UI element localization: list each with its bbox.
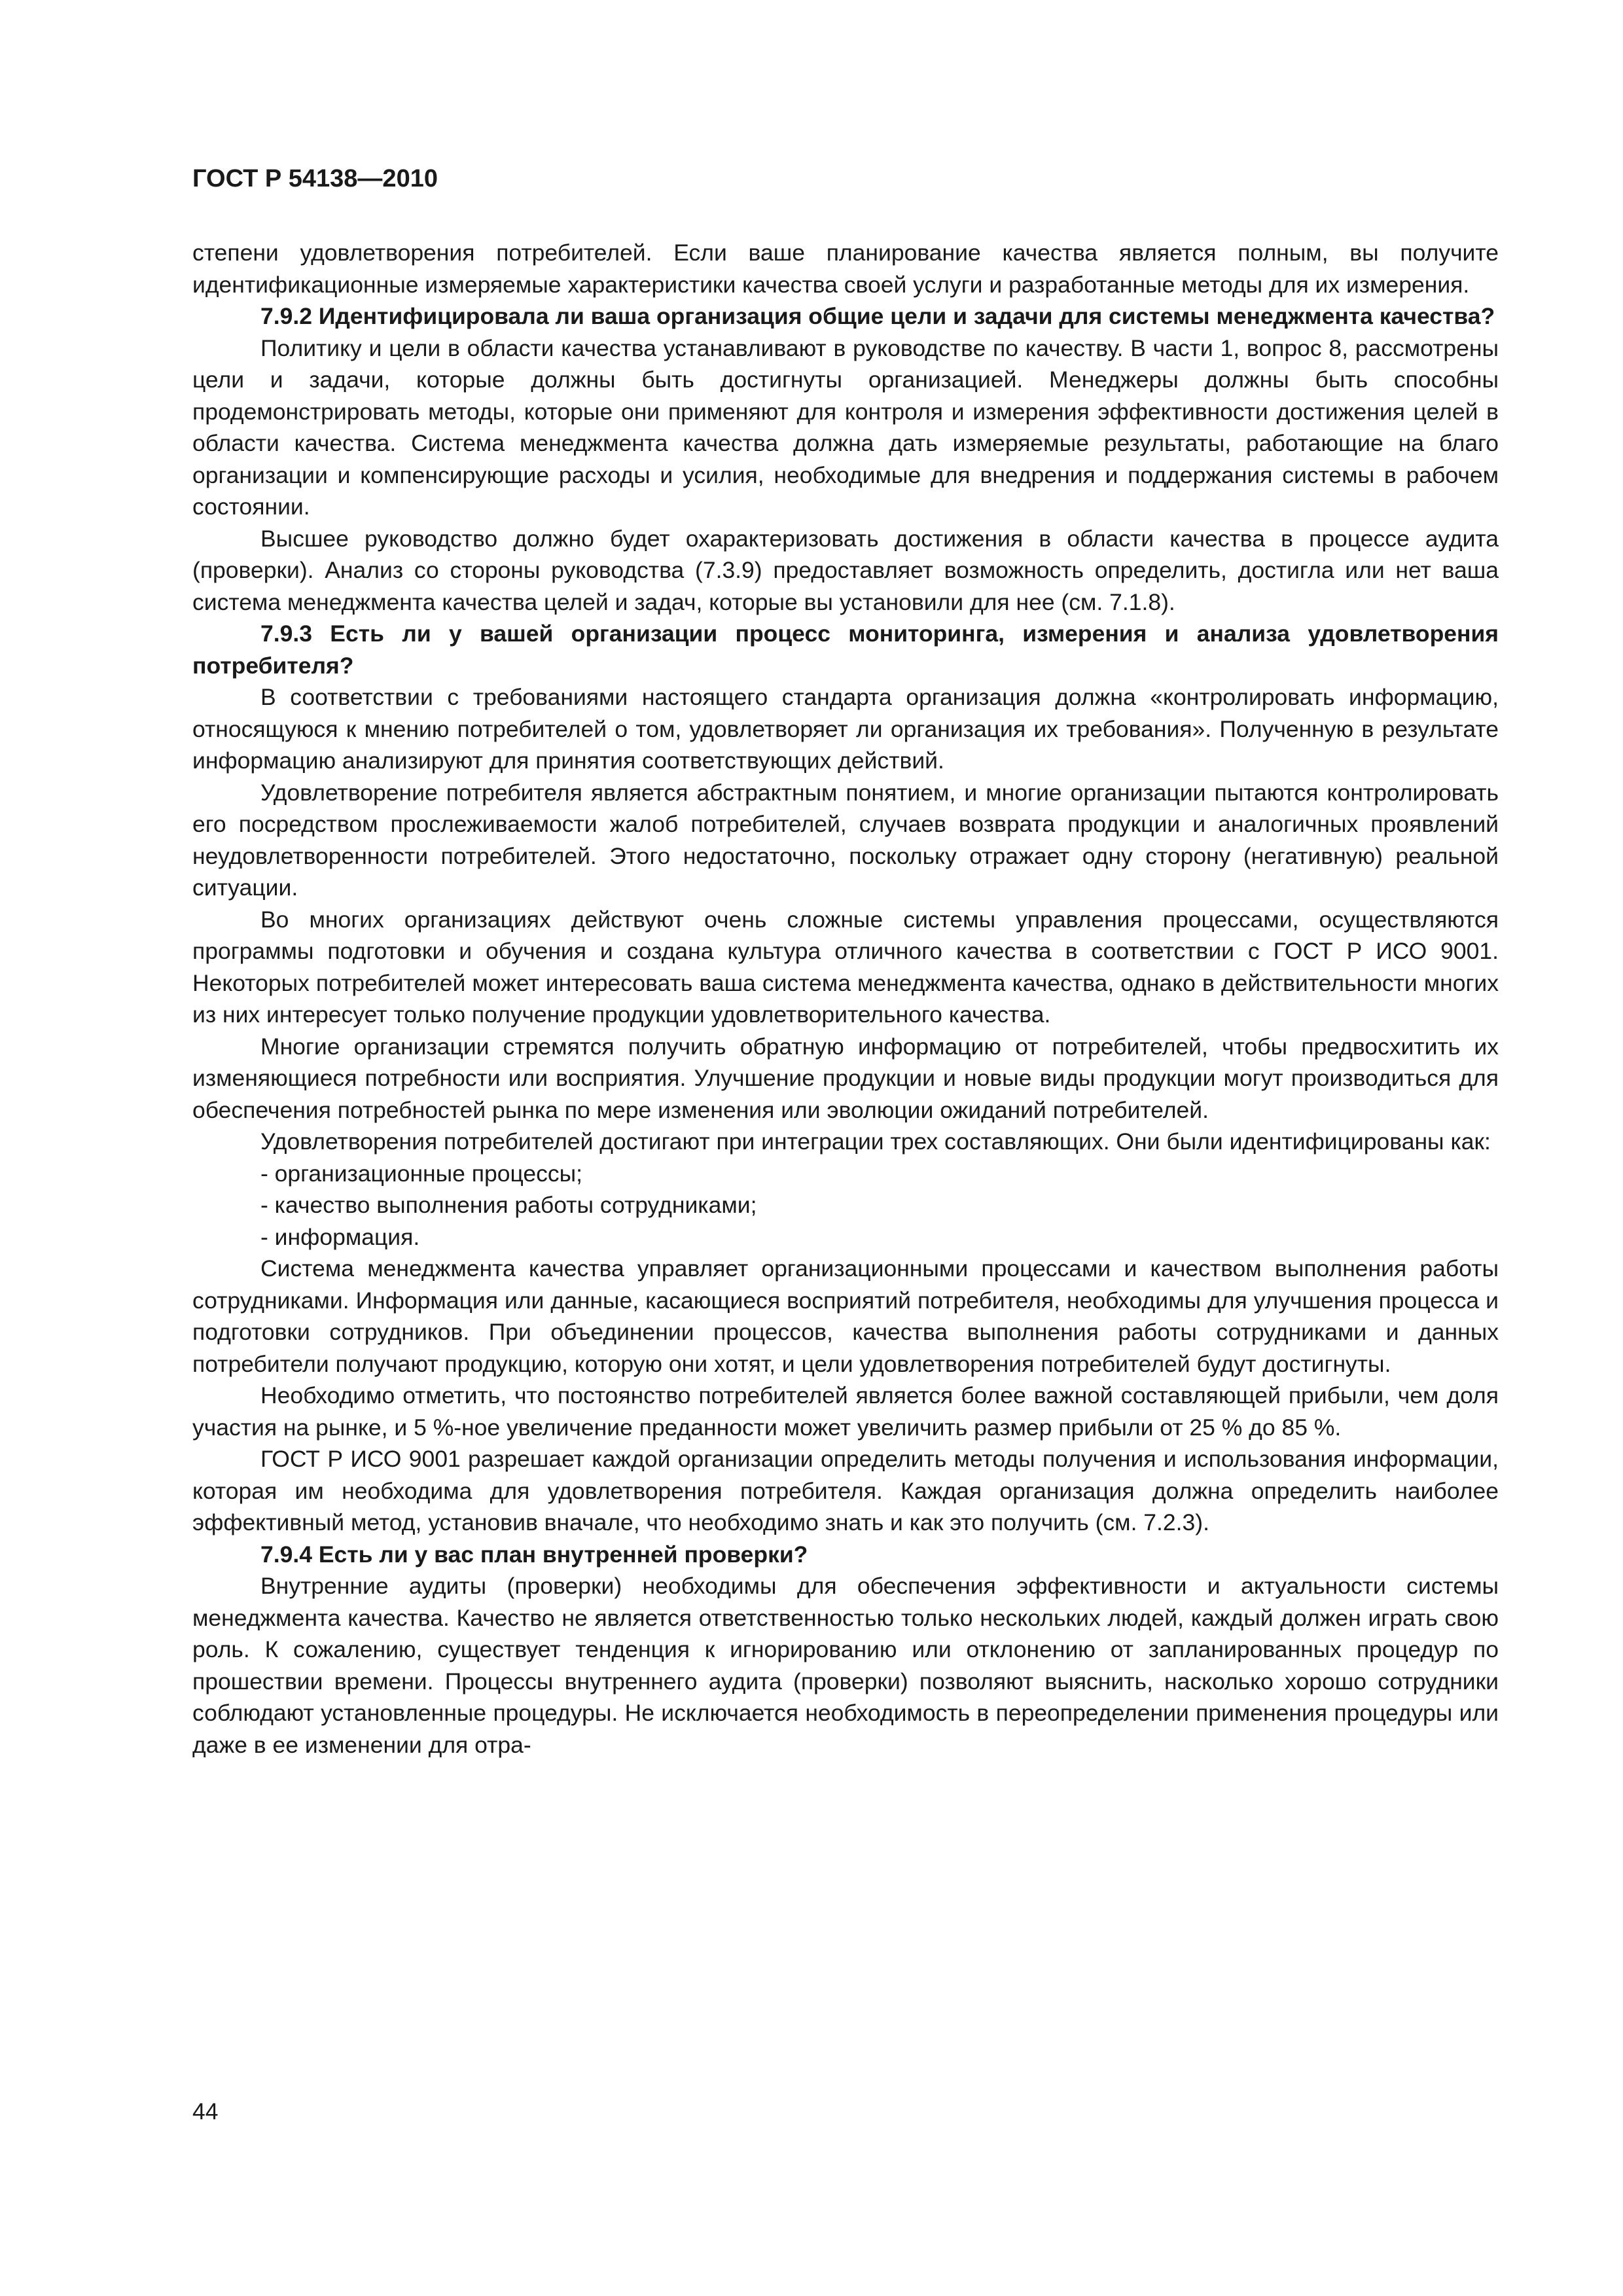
paragraph: Необходимо отметить, что постоянство потребителей является более важной составляющей прибыли, чем доля участия на рынке, и 5 %-ное увеличение преданности может увеличить размер прибыли от 25 % до 85 %. [192,1382,1499,1441]
paragraph: Удовлетворения потребителей достигают при интеграции трех составляющих. Они были идентифицированы как: [260,1128,1491,1155]
page-number: 44 [192,2098,219,2125]
document-header-title: ГОСТ Р 54138—2010 [192,165,438,192]
paragraph: В соответствии с требованиями настоящего стандарта организация должна «контролировать информацию, относящуюся к мнению потребителей о том, удовлетворяет ли организация их требования». Полученную в результате информацию анализируют для принятия соответствующих действий. [192,684,1499,774]
paragraph: Система менеджмента качества управляет организационными процессами и качеством выполнения работы сотрудниками. Информация или данные, касающиеся восприятий потребителя, необходимы для улучшения процесса и подготовки сотрудников. При объединении процессов, качества выполнения работы сотрудниками и данных потребители получают продукцию, которую они хотят, и цели удовлетворения потребителей будут достигнуты. [192,1255,1499,1377]
paragraph: Многие организации стремятся получить обратную информацию от потребителей, чтобы предвосхитить их изменяющиеся потребности или восприятия. Улучшение продукции и новые виды продукции могут производиться для обеспечения потребностей рынка по мере изменения или эволюции ожиданий потребителей. [192,1033,1499,1123]
document-page [192,164,1499,1761]
list-item: - информация. [260,1223,420,1250]
paragraph: Внутренние аудиты (проверки) необходимы для обеспечения эффективности и актуальности системы менеджмента качества. Качество не является ответственностью только нескольких людей, каждый должен играть свою роль. К сожалению, существует тенденция к игнорированию или отклонению от запланированных процедур по прошествии времени. Процессы внутреннего аудита (проверки) позволяют выяснить, насколько хорошо сотрудники соблюдают установленные процедуры. Не исключается необходимость в переопределении применения процедуры или даже в ее изменении для отра- [192,1573,1499,1758]
section-heading-7-9-3: 7.9.3 Есть ли у вашей организации процесс мониторинга, измерения и анализа удовлетворения потребителя? [192,620,1499,679]
paragraph: ГОСТ Р ИСО 9001 разрешает каждой организации определить методы получения и использования информации, которая им необходима для удовлетворения потребителя. Каждая организация должна определить наиболее эффективный метод, установив вначале, что необходимо знать и как это получить (см. 7.2.3). [192,1446,1499,1535]
paragraph: Высшее руководство должно будет охарактеризовать достижения в области качества в процессе аудита (проверки). Анализ со стороны руководства (7.3.9) предоставляет возможность определить, достигла или нет ваша система менеджмента качества целей и задач, которые вы установили для нее (см. 7.1.8). [192,525,1499,615]
paragraph: Удовлетворение потребителя является абстрактным понятием, и многие организации пытаются контролировать его посредством прослеживаемости жалоб потребителей, случаев возврата продукции и аналогичных проявлений неудовлетворенности потребителей. Этого недостаточно, поскольку отражает одну сторону (негативную) реальной ситуации. [192,779,1499,901]
dash-list [192,1158,1499,1253]
paragraph: Политику и цели в области качества устанавливают в руководстве по качеству. В части 1, вопрос 8, рассмотрены цели и задачи, которые должны быть достигнуты организацией. Менеджеры должны быть способны продемонстрировать методы, которые они применяют для контроля и измерения эффективности достижения целей в области качества. Система менеджмента качества должна дать измеряемые результаты, работающие на благо организации и компенсирующие расходы и усилия, необходимые для внедрения и поддержания системы в рабочем состоянии. [192,334,1499,520]
section-heading-7-9-2: 7.9.2 Идентифицировала ли ваша организация общие цели и задачи для системы менеджмента качества? [260,303,1495,329]
paragraph: Во многих организациях действуют очень сложные системы управления процессами, осуществляются программы подготовки и обучения и создана культура отличного качества в соответствии с ГОСТ Р ИСО 9001. Некоторых потребителей может интересовать ваша система менеджмента качества, однако в действительности многих из них интересует только получение продукции удовлетворительного качества. [192,906,1499,1028]
list-item: - качество выполнения работы сотрудниками; [260,1192,757,1218]
section-heading-7-9-4: 7.9.4 Есть ли у вас план внутренней проверки? [260,1541,808,1568]
paragraph-continuation: степени удовлетворения потребителей. Если ваше планирование качества является полным, вы получите идентификационные измеряемые характеристики качества своей услуги и разработанные методы для их измерения. [192,240,1499,298]
list-item: - организационные процессы; [260,1160,583,1187]
document-body [192,237,1499,1761]
